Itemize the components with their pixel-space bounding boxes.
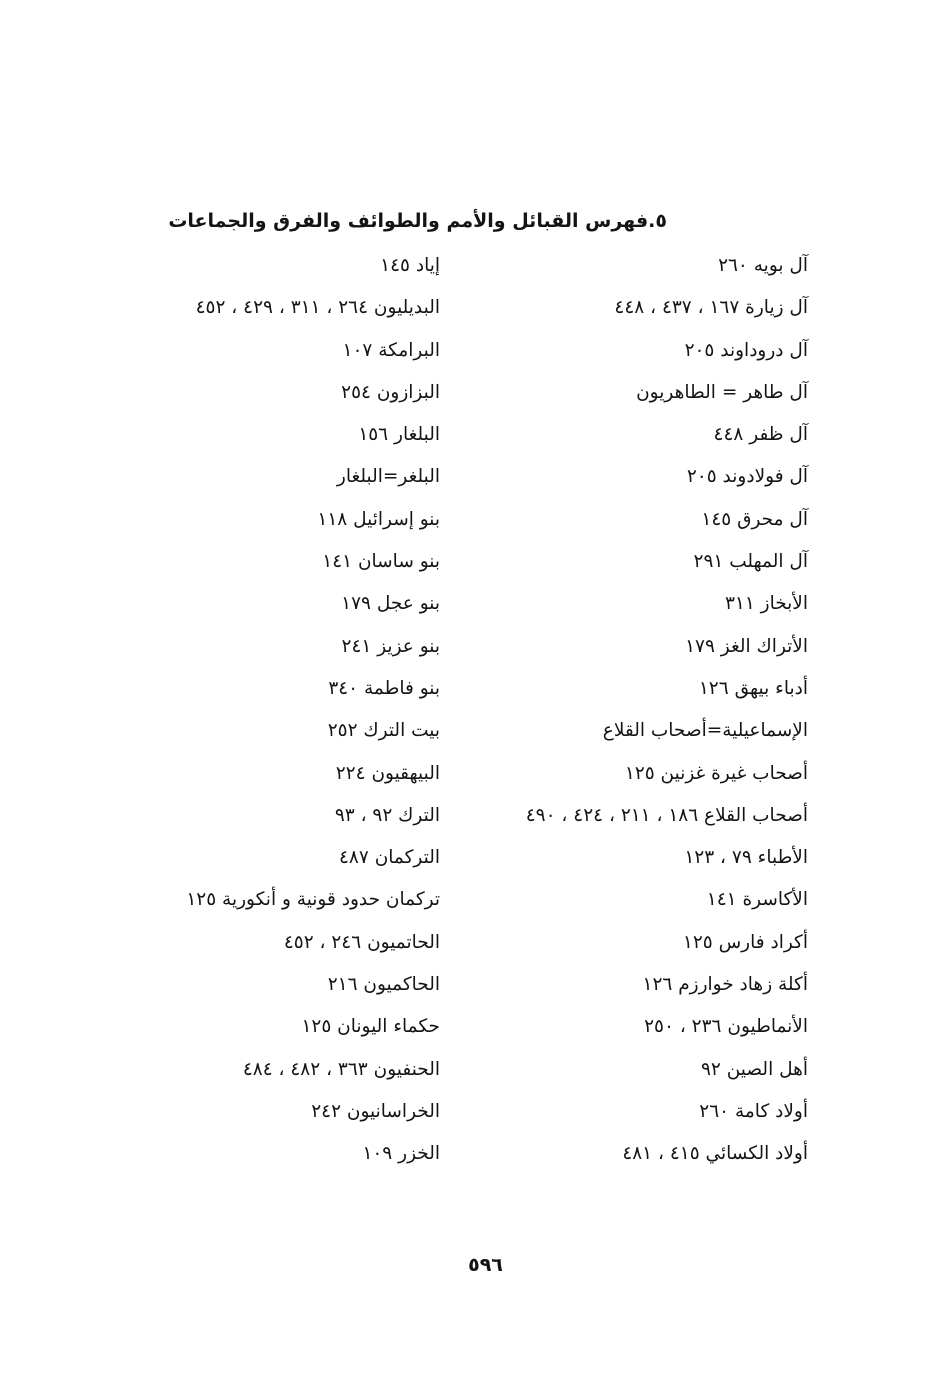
- index-entry: أصحاب القلاع ١٨٦ ، ٢١١ ، ٤٢٤ ، ٤٩٠: [525, 804, 808, 826]
- index-entry: البرامكة ١٠٧: [342, 339, 440, 361]
- index-entry: آل دروداوند ٢٠٥: [684, 339, 808, 361]
- index-entry: البلغر=البلغار: [336, 466, 440, 488]
- index-entry: الحاكميون ٢١٦: [327, 974, 440, 996]
- index-entry: البيهقيون ٢٢٤: [335, 762, 440, 784]
- index-entry: الإسماعيلية=أصحاب القلاع: [602, 720, 808, 742]
- index-entry: آل محرق ١٤٥: [701, 508, 808, 530]
- index-entry: آل ظفر ٤٤٨: [713, 424, 808, 446]
- index-entry: الحاتميون ٢٤٦ ، ٤٥٢: [283, 931, 440, 953]
- index-entry: حكماء اليونان ١٢٥: [301, 1016, 440, 1038]
- index-entry: بيت الترك ٢٥٢: [327, 720, 440, 742]
- index-column-right: [448, 245, 808, 1176]
- index-entry: الأبخاز ٣١١: [724, 593, 808, 615]
- index-entry: الخراسانيون ٢٤٢: [311, 1100, 440, 1122]
- index-entry: أصحاب غيرة غزنين ١٢٥: [624, 762, 808, 784]
- index-entry: الأطباء ٧٩ ، ١٢٣: [684, 847, 808, 869]
- page-number: ٥٩٦: [468, 1254, 503, 1276]
- index-entry: الأنماطيون ٢٣٦ ، ٢٥٠: [644, 1016, 808, 1038]
- index-entry: آل زيارة ١٦٧ ، ٤٣٧ ، ٤٤٨: [614, 297, 808, 319]
- index-entry: التركمان ٤٨٧: [339, 847, 440, 869]
- index-entry: أولاد الكسائي ٤١٥ ، ٤٨١: [622, 1143, 808, 1165]
- index-entry: أهل الصين ٩٢: [700, 1058, 808, 1080]
- index-entry: أكلة زهاد خوارزم ١٢٦: [642, 974, 808, 996]
- index-entry: بنو إسرائيل ١١٨: [317, 508, 440, 530]
- index-entry: بنو ساسان ١٤١: [322, 551, 440, 573]
- index-entry: الخزر ١٠٩: [362, 1143, 440, 1165]
- index-entry: أدباء بيهق ١٢٦: [698, 677, 808, 699]
- index-entry: الترك ٩٢ ، ٩٣: [334, 804, 440, 826]
- index-entry: إياد ١٤٥: [380, 255, 440, 276]
- page-heading: ٥.فهرس القبائل والأمم والطوائف والفرق والجماعات: [168, 210, 667, 232]
- index-entry: البلغار ١٥٦: [358, 424, 440, 446]
- index-entry: الأتراك الغز ١٧٩: [685, 635, 808, 657]
- index-entry: آل بويه ٢٦٠: [718, 255, 808, 276]
- index-entry: الأكاسرة ١٤١: [706, 889, 808, 911]
- index-entry: البزازون ٢٥٤: [341, 381, 440, 403]
- index-entry: أولاد كامة ٢٦٠: [699, 1100, 808, 1122]
- index-entry: البديليون ٢٦٤ ، ٣١١ ، ٤٢٩ ، ٤٥٢: [195, 297, 440, 319]
- index-column-left: [95, 245, 440, 1176]
- index-entry: آل المهلب ٢٩١: [693, 551, 808, 573]
- index-entry: آل طاهر = الطاهريون: [636, 381, 808, 403]
- index-entry: تركمان حدود قونية و أنكورية ١٢٥: [186, 889, 440, 911]
- index-entry: بنو عجل ١٧٩: [341, 593, 440, 615]
- index-entry: بنو عزيز ٢٤١: [341, 635, 440, 657]
- index-entry: بنو فاطمة ٣٤٠: [328, 677, 440, 699]
- index-entry: الحنفيون ٣٦٣ ، ٤٨٢ ، ٤٨٤: [242, 1058, 440, 1080]
- index-entry: أكراد فارس ١٢٥: [682, 931, 808, 953]
- index-entry: آل فولادوند ٢٠٥: [686, 466, 808, 488]
